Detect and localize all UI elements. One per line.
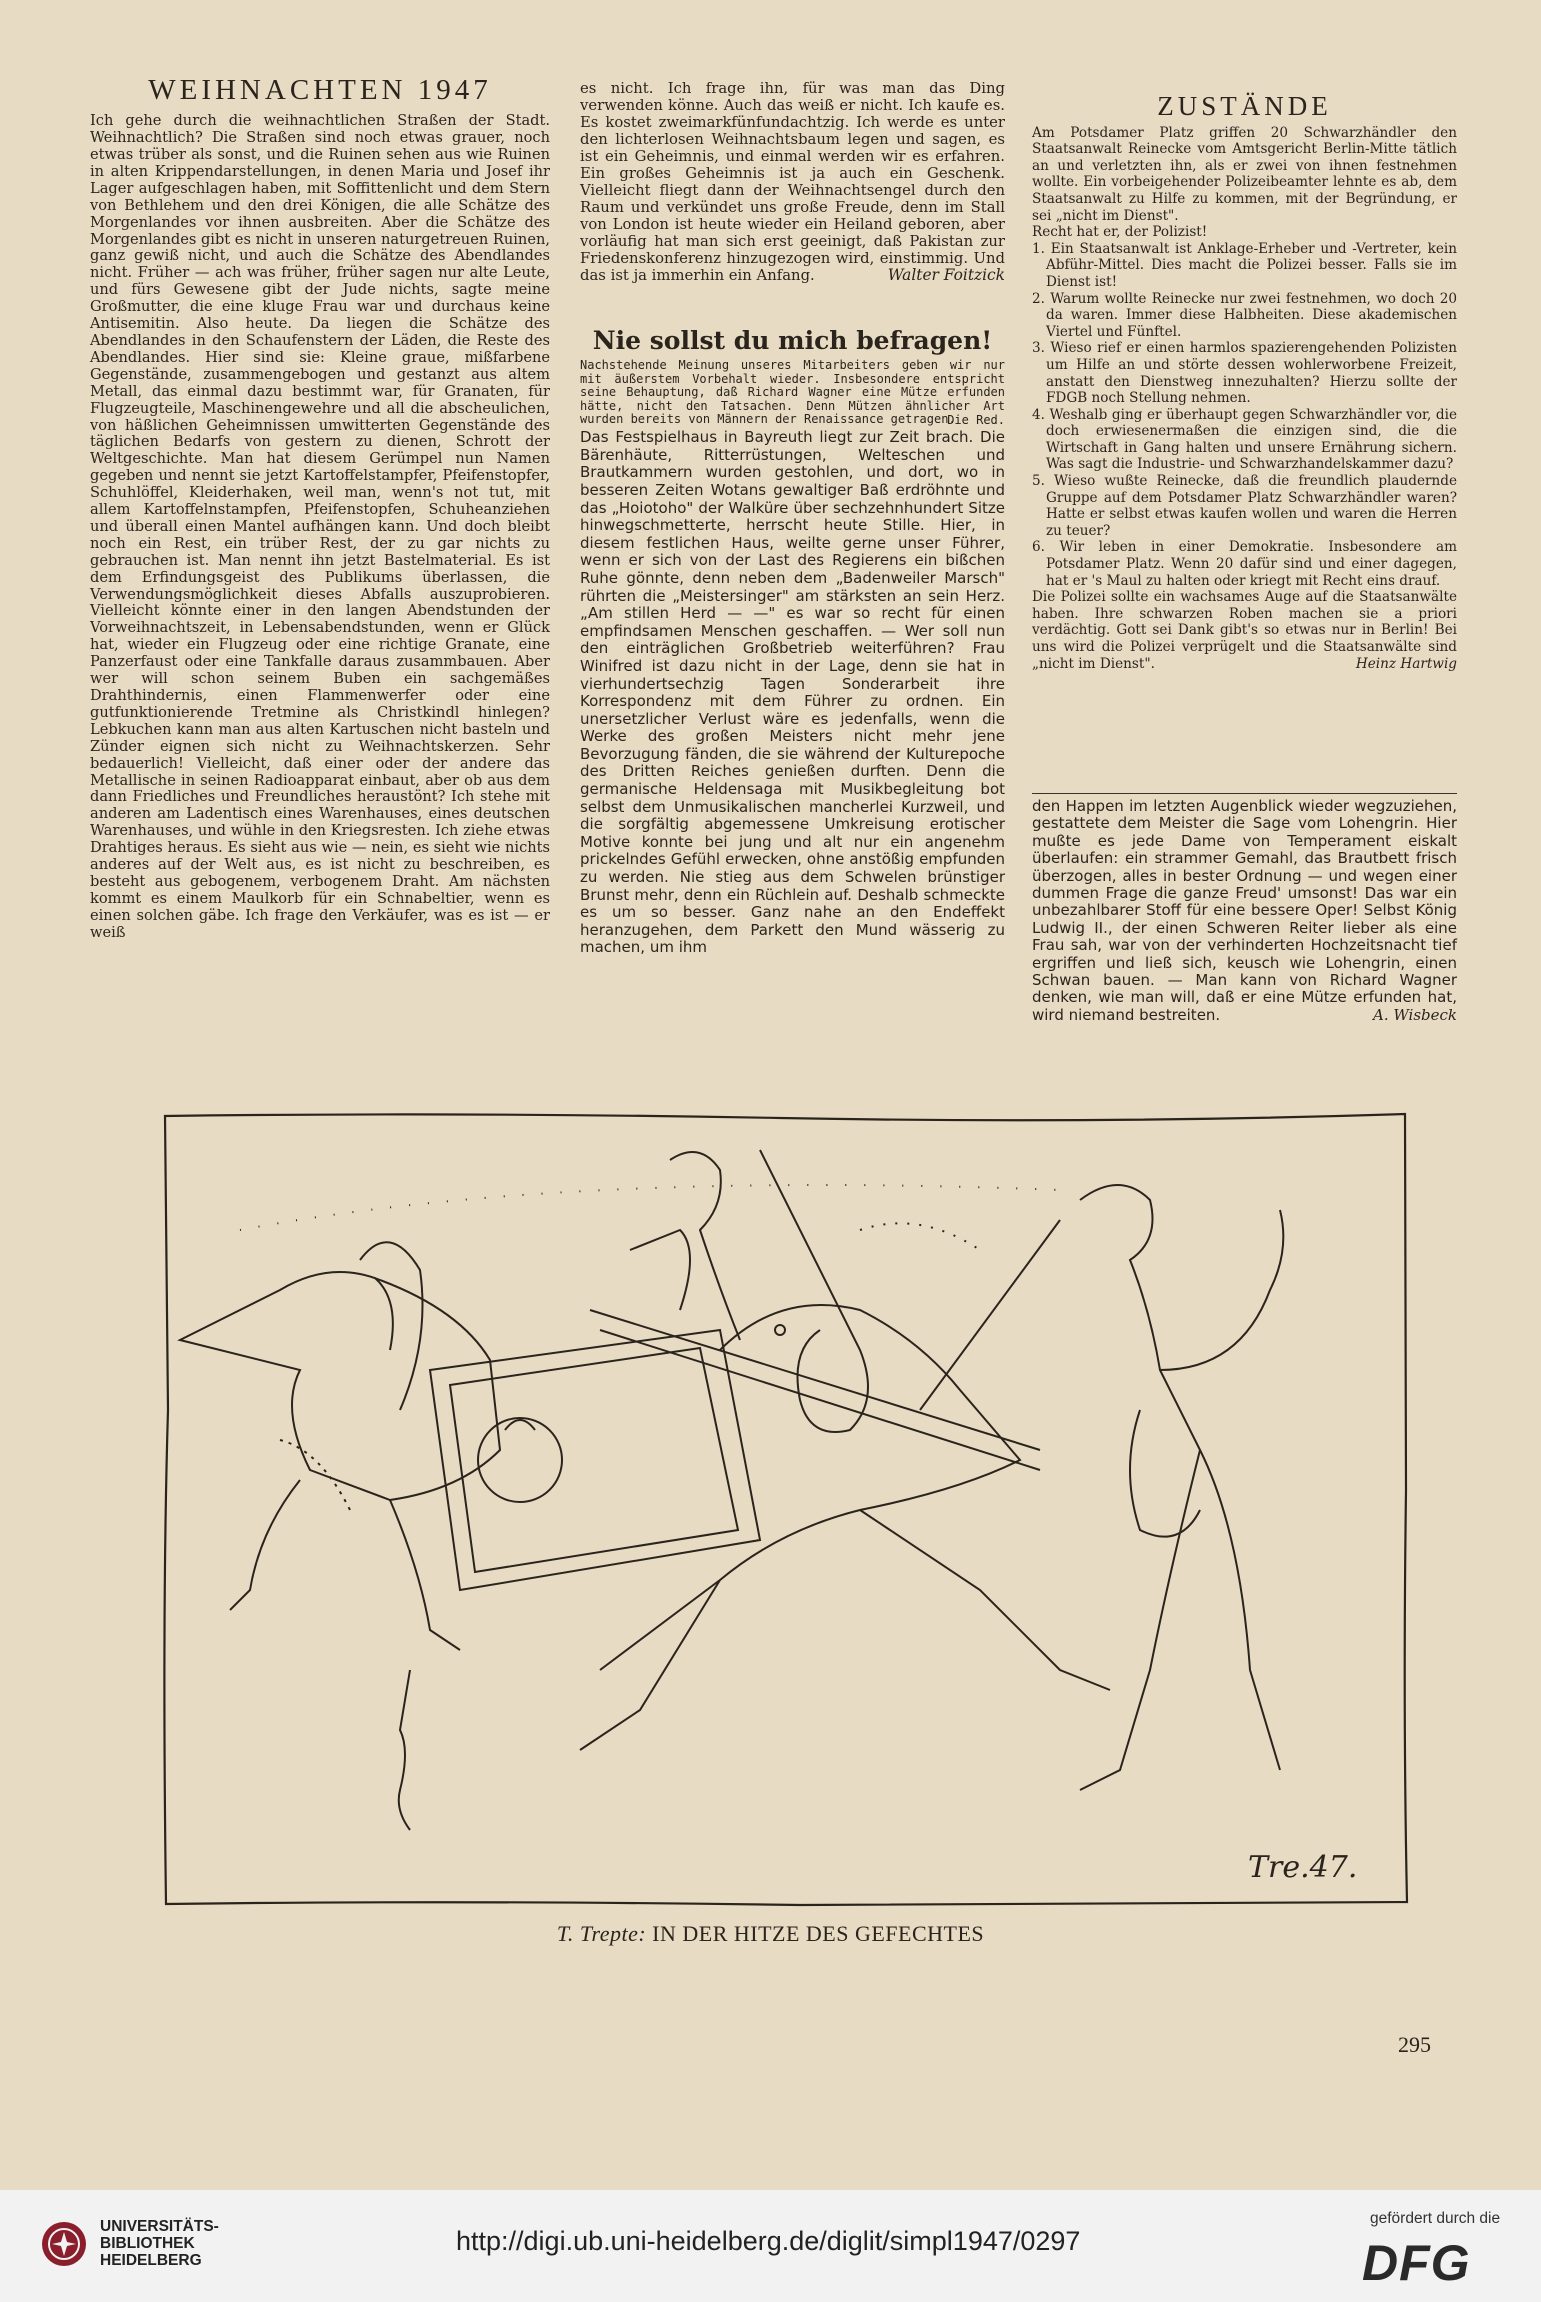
point-5: 5. Wieso wußte Reinecke, daß die freundlich plaudernde Gruppe auf dem Potsdamer Platz Schwarzhändler waren? Hatte er selbst etwas kaufen wollen und waren die Herren zu teuer?	[1032, 473, 1457, 539]
editor-note-signature: Die Red.	[947, 412, 1005, 427]
funding-caption: gefördert durch die	[1370, 2210, 1501, 2227]
article-weihnachten	[90, 74, 550, 942]
article-weihnachten-continued	[580, 80, 1005, 284]
article-title: WEIHNACHTEN 1947	[148, 74, 492, 106]
point-4: 4. Weshalb ging er überhaupt gegen Schwarzhändler vor, die doch erwiesenermaßen die einzigen sind, die die Wirtschaft in Gang halten und unsere Ernährung sichern. Was sagt die Industrie- und Schwarzhandelskammer dazu?	[1032, 406, 1457, 473]
article-wagner-continued	[1032, 798, 1457, 1025]
point-1: 1. Ein Staatsanwalt ist Anklage-Erheber und -Vertreter, kein Abführ-Mittel. Dies macht die Polizei besser. Falls sie im Dienst ist!	[1032, 240, 1457, 290]
caption-title: IN DER HITZE DES GEFECHTES	[652, 1921, 985, 1946]
article-zustaende	[1032, 91, 1457, 673]
article-body-continued: den Happen im letzten Augenblick wieder wegzuziehen, gestattete dem Meister die Sage vom Lohengrin. Hier mußte es jede Dame von Temperament eiskalt überlaufen: ein strammer Gemahl, das Brautbett frisch überzogen, alles in bester Ordnung — und wegen einer dummen Frage die ganze Freud' umsonst! Das war ein unbezahlbarer Stoff für eine bessere Oper! Selbst König Ludwig II., der einen Schweren Reiter lieber als eine Frau sah, war von der verhinderten Hochzeitsnacht tief ergriffen und ließ sich, keusch wie Lohengrin, einen Schwan bauen. — Man kann von Richard Wagner denken, wie man will, daß er eine Mütze erfunden hat, wird niemand bestreiten.	[1032, 797, 1457, 1024]
article-body: Ich gehe durch die weihnachtlichen Straßen der Stadt. Weihnachtlich? Die Straßen sind noch etwas grauer, noch etwas trüber als sonst, und die Ruinen sehen aus wie Ruinen in alten Krippendarstellungen, in denen Maria und Josef ihr Lager aufgeschlagen haben, mit Soffittenlicht und dem Stern von Bethlehem und den drei Königen, die alle Schätze des Morgenlandes vor ihnen ausbreiten. Aber die Schätze des Morgenlandes gibt es nicht in unseren naturgetreuen Ruinen, ganz gewiß nicht, und auch die Schätze des Abendlandes nicht. Früher — ach was früher, früher sagen nur alte Leute, und fürs Gewesene gibt der Jude nichts, sagte meine Großmutter, die eine kluge Frau war und durchaus keine Antisemitin. Also heute. Da liegen die Schätze des Abendlandes in den Schaufenstern der Läden, die Reste des Abendlandes. Hier sind sie: Kleine graue, mißfarbene Gegenstände, zusammengebogen und gestanzt aus altem Metall, das einmal dazu bestimmt war, für Granaten, für Flugzeugteile, Maschinengewehre und all die abscheulichen, von häßlichen Geheimnissen umwitterten Gegenstände des täglichen Bedarfs von gestern zu dienen, Schrott der Weltgeschichte. Man hat diesem Gerümpel nun Namen gegeben und nennt sie jetzt Kartoffelstampfer, Pfeifenstopfer, Schuhlöffel, Kleiderhaken, weil man, wenn's not tut, mit allem Kartoffelnstampfen, Pfeifenstopfen, Schuheanziehen und überall einen Mantel aufhängen kann. Und doch bleibt noch ein Rest, ein trüber Rest, der zu gar nichts zu gebrauchen ist. Man nennt ihn jetzt Bastelmaterial. Es ist dem Erfindungsgeist des Publikums überlassen, die Verwendungsmöglichkeit dieses Abfalls auszuprobieren. Vielleicht könnte einer in den langen Abendstunden der Vorweihnachtszeit, in Lebensabendstunden, wenn er Glück hat, wieder ein Flugzeug oder eine richtige Granate, eine Panzerfaust oder eine Tankfalle daraus zusammbauen. Aber wer will schon seinem Buben ein sachgemäßes Drahthindernis, einen Flammenwerfer oder eine gutfunktionierende Tretmine als Christkindl hinlegen? Lebkuchen kann man aus alten Kartuschen nicht basteln und Zünder eignen sich nicht zu Weihnachtskerzen. Sehr bedauerlich! Vielleicht, daß einer oder der andere das Metallische in seinen Radioapparat einbaut, aber ob aus dem dann Friedliches und Freundliches heraustönt? Ich stehe mit anderen am Ladentisch eines Warenhauses, eines deutschen Warenhauses, und wühle in den Kriegsresten. Ich ziehe etwas Drahtiges heraus. Es sieht aus wie — nein, es sieht wie nichts anderes auf der Welt aus, es ist nicht zu beschreiben, es besteht aus gebogenem, verbogenem Draht. Am nächsten kommt es einem Maulkorb für ein Schnabeltier, wenn es einen solchen gäbe. Ich frage den Verkäufer, was es ist — er weiß	[90, 112, 550, 941]
caption-artist: T. Trepte:	[556, 1921, 647, 1946]
library-name-line1: UNIVERSITÄTS-	[100, 2218, 219, 2235]
column-divider	[1032, 793, 1457, 794]
author-signature: Walter Foitzick	[887, 266, 1005, 284]
article-closing: Die Polizei sollte ein wachsames Auge auf die Staatsanwälte haben. Ihre schwarzen Roben machen sie a priori verdächtig. Gott sei Dank gibt's so etwas nur in Berlin! Bei uns wird die Polizei verprügelt und die Staatsanwälte sind „nicht im Dienst".	[1032, 589, 1457, 672]
university-seal-icon	[40, 2220, 88, 2268]
article-wagner	[580, 326, 1005, 957]
article-title: Nie sollst du mich befragen!	[592, 326, 993, 355]
point-6: 6. Wir leben in einer Demokratie. Insbesondere am Potsdamer Platz. Wenn 20 dafür sind und einer dagegen, hat er 's Maul zu halten oder kriegt mit Recht eins drauf.	[1032, 539, 1457, 589]
author-signature: Heinz Hartwig	[1355, 656, 1457, 673]
editor-note: Nachstehende Meinung unseres Mitarbeiters geben wir nur mit äußerstem Vorbehalt wieder. Insbesondere entspricht seine Behauptung, daß Richard Wagner eine Mütze erfunden hätte, nicht den Tatsachen. Denn Mützen ähnlicher Art wurden bereits von Männern der Renaissance getragen.	[580, 358, 1005, 427]
author-signature: A. Wisbeck	[1373, 1006, 1457, 1025]
library-name-line2: BIBLIOTHEK	[100, 2235, 195, 2252]
article-intro: Am Potsdamer Platz griffen 20 Schwarzhändler den Staatsanwalt Reinecke vom Amtsgericht Berlin-Mitte tätlich an und verletzten ihn, als er zwei von ihnen festnehmen wollte. Ein vorbeigehender Polizeibeamter lehnte es ab, dem Staatsanwalt zu Hilfe zu kommen, mit der Begründung, er sei „nicht im Dienst".	[1032, 124, 1457, 224]
point-3: 3. Wieso rief er einen harmlos spazierengehenden Polizisten um Hilfe an und störte dessen wohlerworbene Freizeit, anstatt den Dienstweg innezuhalten? Hierzu sollte der FDGB noch Stellung nehmen.	[1032, 340, 1457, 407]
artist-signature: Tre.47.	[1248, 1850, 1358, 1885]
library-logo[interactable]	[40, 2218, 219, 2269]
point-2: 2. Warum wollte Reinecke nur zwei festnehmen, wo doch 20 da waren. Immer diese Halbheiten. Diese akademischen Viertel und Fünftel.	[1032, 290, 1457, 340]
page-number: 295	[1398, 2032, 1431, 2057]
library-name-line3: HEIDELBERG	[100, 2252, 202, 2269]
cartoon-illustration	[160, 1110, 1410, 1910]
illustration-caption	[0, 1921, 1541, 1947]
article-title: ZUSTÄNDE	[1157, 91, 1332, 121]
dfg-logo[interactable]: DFG	[1362, 2235, 1471, 2291]
permalink-url[interactable]: http://digi.ub.uni-heidelberg.de/diglit/simpl1947/0297	[456, 2226, 1081, 2256]
article-verdict: Recht hat er, der Polizist!	[1032, 224, 1208, 241]
viewer-footer	[0, 2190, 1541, 2302]
article-body-continued: es nicht. Ich frage ihn, für was man das Ding verwenden könne. Auch das weiß er nicht. Ich kaufe es. Es kostet zweimarkfünfundachtzig. Ich werde es unter den lichterlosen Weihnachtsbaum legen und sagen, es ist ein Geheimnis, und einmal werden wir es erfahren. Ein großes Geheimnis ist ja auch ein Geschenk. Vielleicht fliegt dann der Weihnachtsengel durch den Raum und verkündet uns große Freude, denn im Stall von London ist heute wieder ein Heiland geboren, aber vorläufig hat man sich erst geeinigt, daß Pakistan zur Friedenskonferenz hinzugezogen wird, einstimmig. Und das ist ja immerhin ein Anfang.	[580, 80, 1005, 284]
article-body: Das Festspielhaus in Bayreuth liegt zur Zeit brach. Die Bärenhäute, Ritterrüstungen, Welteschen und Brautkammern wurden gestohlen, und dort, wo in besseren Zeiten Wotans gewaltiger Baß erdröhnte und das „Hoiotoho" der Walküre über sechzehnhundert Sitze hinwegschmetterte, herrscht heute Stille. Hier, in diesem festlichen Haus, weilte gerne unser Führer, wenn er sich von der Last des Regierens ein bißchen Ruhe gönnte, denn neben dem „Badenweiler Marsch" rührten die „Meistersinger" am stärksten an sein Herz. „Am stillen Herd — —" es war so recht für einen empfindsamen Menschen geschaffen. — Wer soll nun den einträglichen Großbetrieb weiterführen? Frau Winifred ist dazu nicht in der Lage, denn sie hat in vierhundertsechzig Tagen Sonderarbeit ihre Korrespondenz mit dem Führer zu ordnen. Ein unersetzlicher Verlust wäre es jedenfalls, wenn die Werke des großen Meisters nicht mehr jene Bevorzugung fänden, die sie während der Kulturepoche des Dritten Reiches genießen durften. Denn die germanische Heldensaga mit Musikbegleitung bot selbst dem Unmusikalischen mancherlei Kurzweil, und die sorgfältig abgemessene Umkreisung erotischer Motive konnte bei jung und alt nur ein angenehm prickelndes Gefühl erwecken, ohne anstößig empfunden zu werden. Nie stieg aus dem Schwelen brünstiger Brunst mehr, denn ein Rüchlein auf. Deshalb schmeckte es um so besser. Ganz nahe an den Endeffekt heranzugehen, dem Parkett den Mund wässerig zu machen, um ihm	[580, 428, 1005, 957]
